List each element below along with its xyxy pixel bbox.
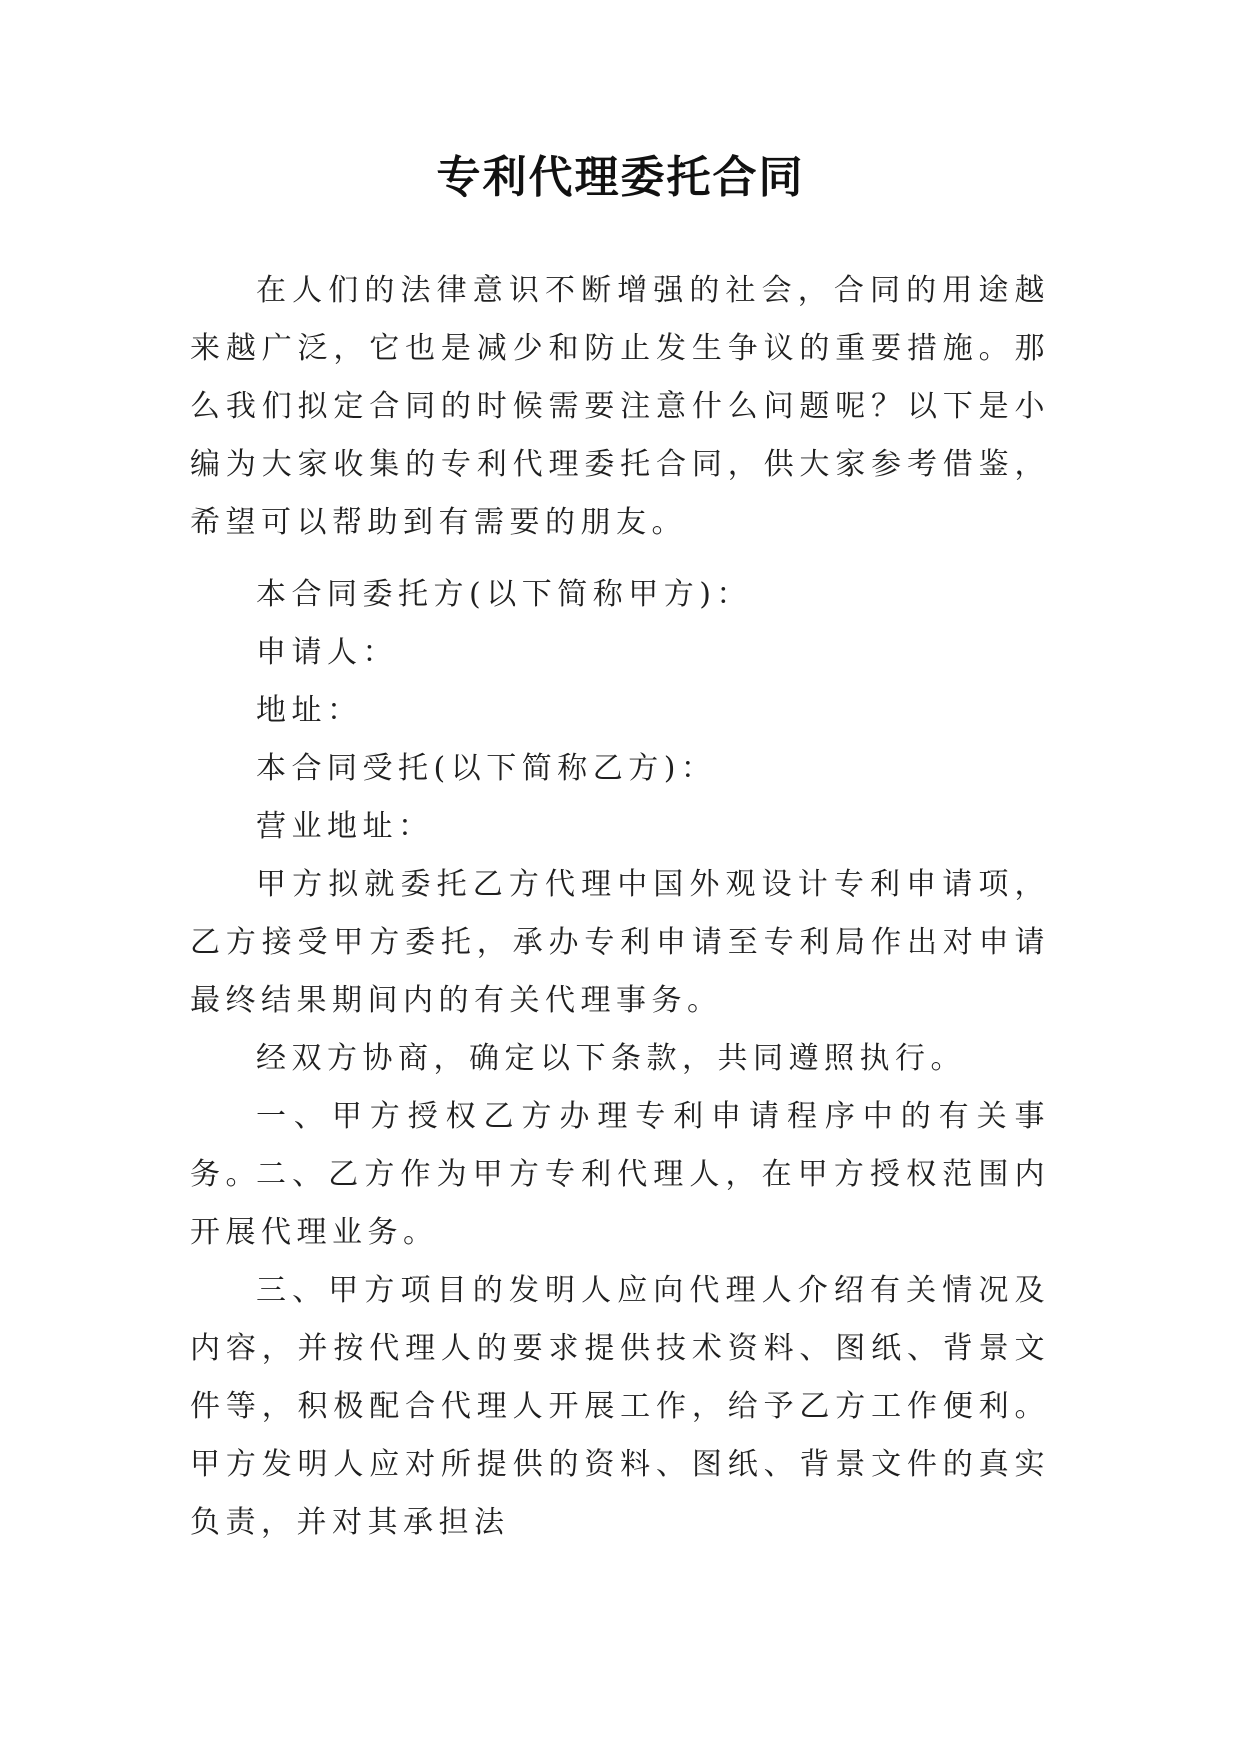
principal-field: 本合同委托方(以下简称甲方)： bbox=[256, 577, 752, 612]
address-field: 地址： bbox=[256, 693, 363, 728]
agreement-paragraph: 经双方协商，确定以下条款，共同遵照执行。 bbox=[256, 1041, 966, 1076]
business-address-field: 营业地址： bbox=[256, 809, 434, 844]
clause-1-paragraph: 一、甲方授权乙方办理专利申请程序中的有关事务。 bbox=[190, 1099, 1050, 1192]
clause-3-paragraph: 三、甲方项目的发明人应向代理人介绍有关情况及内容，并按代理人的要求提供技术资料、图纸、背景文件等，积极配合代理人开展工作，给予乙方工作便利。甲方发明人应对所提供的资料、图纸、背景文件的真实负责，并对其承担法 bbox=[190, 1273, 1050, 1540]
document-title: 专利代理委托合同 bbox=[436, 152, 805, 203]
intro-paragraph: 在人们的法律意识不断增强的社会，合同的用途越来越广泛，它也是减少和防止发生争议的重要措施。那么我们拟定合同的时候需要注意什么问题呢？以下是小编为大家收集的专利代理委托合同，供大家参考借鉴，希望可以帮助到有需要的朋友。 bbox=[190, 273, 1050, 540]
agent-field: 本合同受托(以下简称乙方)： bbox=[256, 751, 717, 786]
scope-paragraph: 甲方拟就委托乙方代理中国外观设计专利申请项，乙方接受甲方委托，承办专利申请至专利局作出对申请最终结果期间内的有关代理事务。 bbox=[190, 867, 1050, 1018]
applicant-field: 申请人： bbox=[256, 635, 398, 670]
clause-2-paragraph: 二、乙方作为甲方专利代理人，在甲方授权范围内开展代理业务。 bbox=[190, 1157, 1050, 1250]
